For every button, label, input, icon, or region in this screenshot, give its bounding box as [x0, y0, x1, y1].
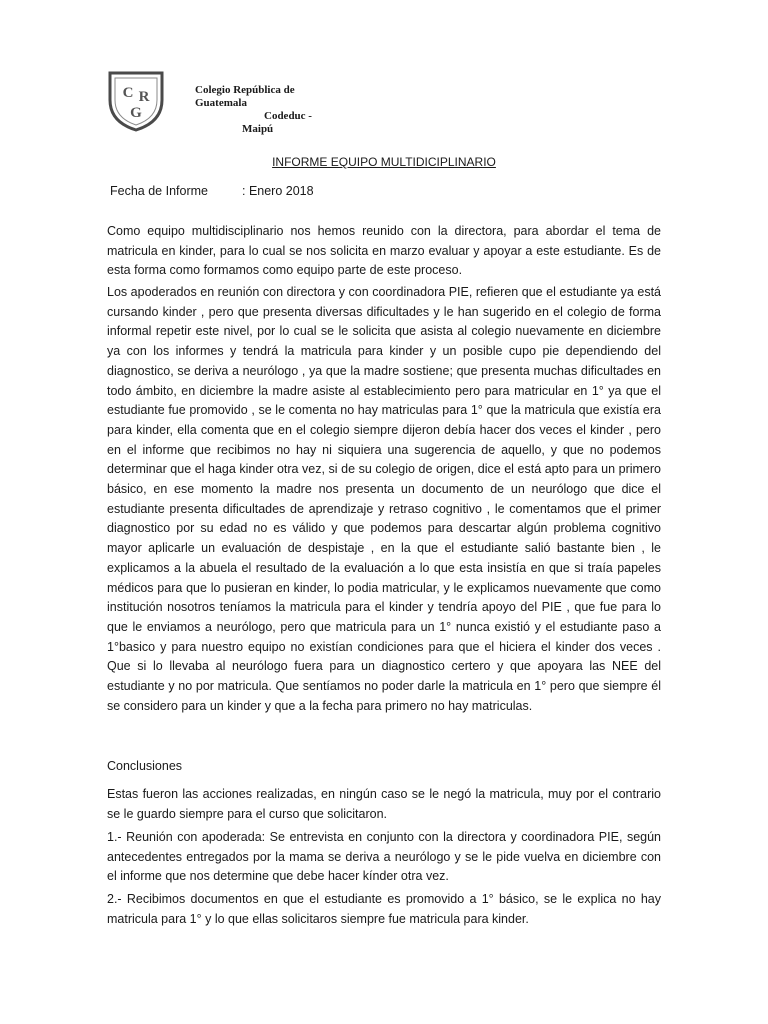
school-name-line: Colegio República de — [195, 84, 295, 96]
svg-text:R: R — [138, 89, 150, 105]
school-name-line: Codeduc - — [264, 110, 312, 122]
school-name — [195, 84, 355, 136]
school-crest-logo — [106, 70, 166, 132]
conclusion-item-2-text: 2.- Recibimos documentos en que el estudiante es promovido a 1° básico, se le explica no hay matricula para 1° y lo que ellas solicitaros siempre fue matricula para kinder. — [107, 892, 661, 926]
main-paragraph-text: Los apoderados en reunión con directora y con coordinadora PIE, refieren que el estudiante ya está cursando kinder , pero que presenta diversas dificultades y le han sugerido en el colegio de forma informal repetir este nivel, por lo cual se le solicita que asista al colegio nuevamente en diciembre ya con los informes y tendrá la matricula para kinder y un posible cupo pie dependiendo del diagnostico, se deriva a neurólogo , ya que la madre sostiene; que presenta muchas dificultades en todo ámbito, en diciembre la madre asiste al establecimiento pero para matricular en 1° ya que el estudiante fue promovido , se le comenta no hay matriculas para 1° que la matricula que existía era para kinder, ella comenta que en el colegio siempre dijeron debía hacer dos veces el kinder , pero en el informe que recibimos no hay ni siquiera una sugerencia de aquello, y que no podemos determinar que el haga kinder otra vez, si de su colegio de origen, dice el está apto para un primero básico, en ese momento la madre nos presenta un documento de un neurólogo que dice el estudiante presenta dificultades de aprendizaje y retraso cognitivo , le comentamos que el primer diagnostico por su edad no es válido y que podemos para descartar algún problema cognitivo mayor aplicarle un evaluación de despistaje , en la que el estudiante salió bastante bien , le explicamos a la abuela el resultado de la evaluación a lo que esta insistía en que si traía papeles médicos para que lo pusieran en kinder, lo podia matricular, y le explicamos nuevamente que como institución nosotros teníamos la matricula para el kinder y tendría apoyo del PIE , que fue para lo que le enviamos a neurólogo, pero que matricula para un 1° nunca existió y el estudiante paso a 1°basico y para nuestro equipo no existían condiciones para que el hiciera el kinder dos veces . Que si lo llevaba al neurólogo fuera para un diagnostico certero y que apoyara las NEE del estudiante y no por matricula. Que sentíamos no poder darle la matricula en 1° pero que siempre él se considero para un kinder y que a la fecha para primero no hay matriculas. — [107, 285, 661, 713]
conclusions-paragraph — [107, 785, 661, 824]
svg-text:G: G — [130, 105, 142, 121]
school-name-line: Maipú — [242, 123, 274, 135]
conclusions-paragraph-text: Estas fueron las acciones realizadas, en ningún caso se le negó la matricula, muy por el contrario se le guardo siempre para el curso que solicitaron. — [107, 787, 661, 821]
intro-paragraph — [107, 222, 661, 281]
school-name-line: Guatemala — [195, 97, 247, 109]
report-title: INFORME EQUIPO MULTIDICIPLINARIO — [272, 155, 496, 169]
report-date-label: Fecha de Informe — [110, 184, 208, 198]
report-date-row — [110, 183, 314, 199]
conclusions-heading: Conclusiones — [107, 759, 183, 773]
intro-paragraph-text: Como equipo multidisciplinario nos hemos reunido con la directora, para abordar el tema de matricula en kinder, para lo cual se nos solicita en marzo evaluar y apoyar a este estudiante. Es de esta forma como formamos como equipo parte de este proceso. — [107, 224, 661, 278]
svg-text:C: C — [122, 85, 134, 101]
conclusion-item-2 — [107, 890, 661, 929]
conclusion-item-1-text: 1.- Reunión con apoderada: Se entrevista en conjunto con la directora y coordinadora PIE, según antecedentes entregados por la mama se deriva a neurólogo y se le pide vuelva en diciembre con el informe que nos determine que debe hacer kínder otra vez. — [107, 830, 661, 884]
report-date-value: : Enero 2018 — [242, 184, 314, 198]
conclusion-item-1 — [107, 828, 661, 887]
main-paragraph — [107, 283, 661, 716]
